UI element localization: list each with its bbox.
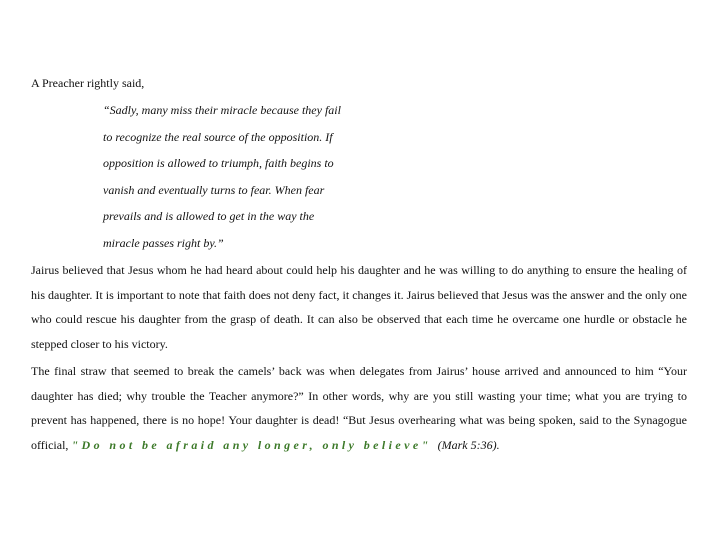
paragraph-jairus-belief: Jairus believed that Jesus whom he had heard about could help his daughter and he was willing to do anything to ensure the healing of his daughter. It is important to note that faith does not deny fact, it changes it. Jairus believed that Jesus was the answer and the only one who could rescue his daughter from the grasp of death. It can also be observed that each time he overcame one hurdle or obstacle he stepped closer to his victory. (31, 263, 687, 351)
intro-line: A Preacher rightly said, (31, 76, 145, 90)
jesus-quote-emphasis: "Do not be afraid any longer, only believe" (71, 437, 432, 452)
paragraph-final-straw-text: The final straw that seemed to break the camels’ back was when delegates from Jairus’ house arrived and announced to him “Your daughter has died; why trouble the Teacher anymore?” In other words, why are you still wasting your time; what you are trying to prevent has happened, there is no hope! Your daughter is dead! “But Jesus overhearing what was being spoken, said to the Synagogue official, (31, 364, 687, 452)
preacher-quote: “Sadly, many miss their miracle because they fail to recognize the real source of the opposition. If opposition is allowed to triumph, faith begins to vanish and eventually turns to fear. When fear prevails and is allowed to get in the way the miracle passes right by.” (103, 103, 341, 250)
scripture-reference: (Mark 5:36). (437, 437, 500, 452)
paragraph-final-straw (31, 359, 687, 457)
document-page (31, 72, 687, 457)
